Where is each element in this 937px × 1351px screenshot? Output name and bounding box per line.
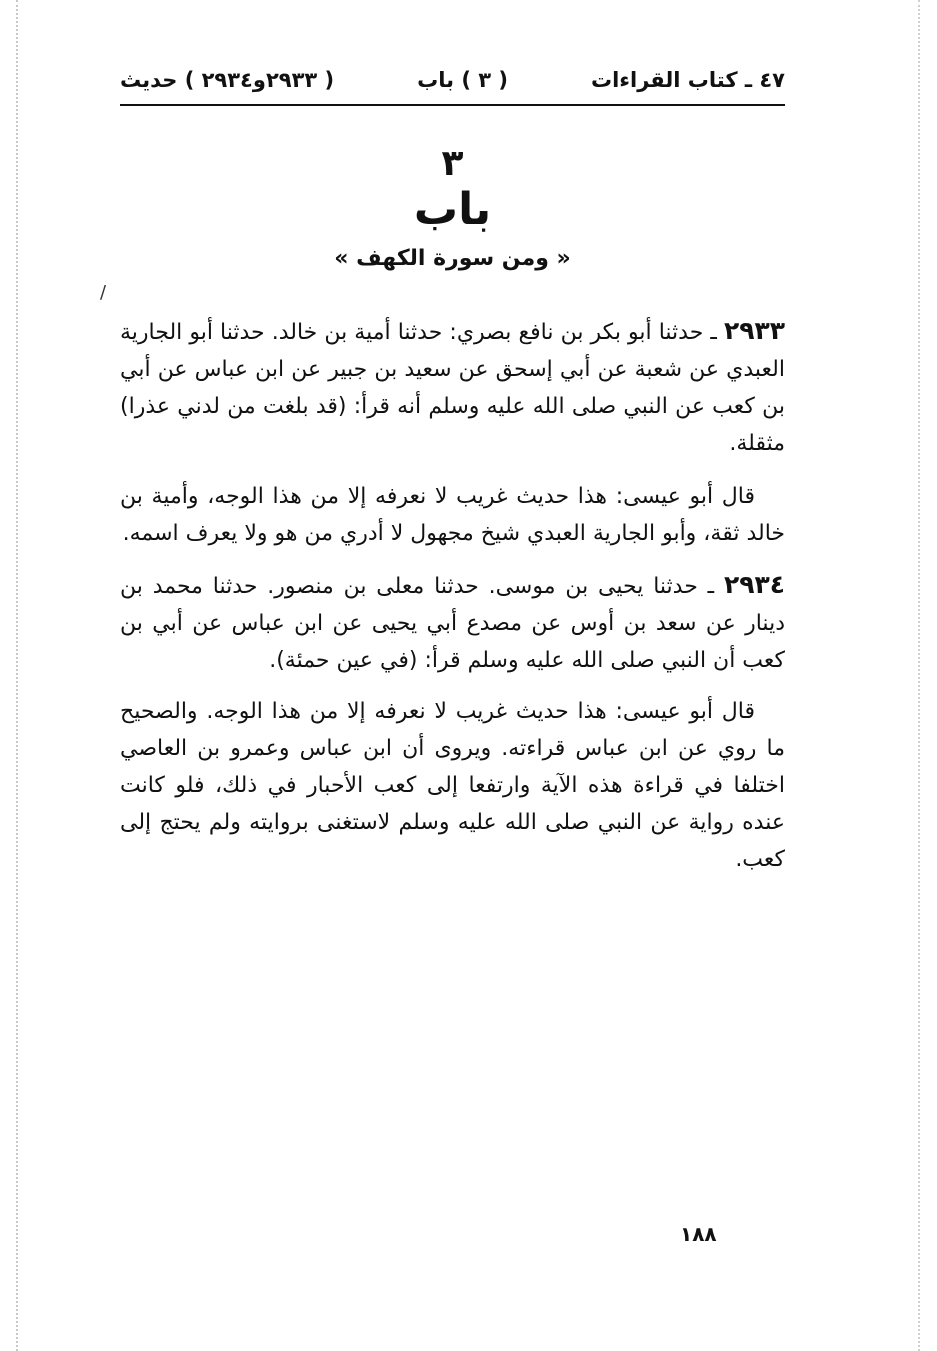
commentary-2933: قال أبو عيسى: هذا حديث غريب لا نعرفه إلا من هذا الوجه، وأمية بن خالد ثقة، وأبو الجارية العبدي شيخ مجهول لا أدري من هو ولا يعرف اسمه. xyxy=(120,484,785,546)
hadith-text: ـ حدثنا يحيى بن موسى. حدثنا معلى بن منصور. حدثنا محمد بن دينار عن سعد بن أوس عن مصدع أبي يحيى عن ابن عباس عن أبي بن كعب أن النبي صلى الله عليه وسلم قرأ: (في عين حمئة). xyxy=(120,574,785,673)
hadith-text: ـ حدثنا أبو بكر بن نافع بصري: حدثنا أمية بن خالد. حدثنا أبو الجارية العبدي عن شعبة عن أبي إسحق عن سعيد بن جبير عن ابن عباس عن أبي بن كعب عن النبي صلى الله عليه وسلم أنه قرأ: (قد بلغت من لدني عذرا) مثقلة. xyxy=(120,320,785,456)
header-rule xyxy=(120,104,785,106)
margin-mark: / xyxy=(100,282,107,303)
page-number: ١٨٨ xyxy=(680,1222,717,1246)
left-margin-dots xyxy=(16,0,18,1351)
hadith-2933 xyxy=(120,312,785,462)
chapter-subtitle: « ومن سورة الكهف » xyxy=(334,246,571,271)
commentary-2934: قال أبو عيسى: هذا حديث غريب لا نعرفه إلا من هذا الوجه. والصحيح ما روي عن ابن عباس قراءته. ويروى أن ابن عباس وعمرو بن العاصي اختلفا في قراءة هذه الآية وارتفعا إلى كعب الأحبار في ذلك، فلو كانت عنده رواية عن النبي صلى الله عليه وسلم لاستغنى بروايته ولم يحتج إلى كعب. xyxy=(120,699,785,872)
hadith-2934 xyxy=(120,566,785,679)
hadith-number: ٢٩٣٤ xyxy=(723,570,785,599)
chapter-title: باب xyxy=(413,184,492,235)
header-hadith-range: ( ٢٩٣٣و٢٩٣٤ ) حديث xyxy=(120,68,335,92)
hadith-number: ٢٩٣٣ xyxy=(723,316,785,345)
right-margin-dots xyxy=(918,0,920,1351)
header-chapter: ( ٣ ) باب xyxy=(417,68,508,92)
header-book-title: ٤٧ ـ كتاب القراءات xyxy=(590,68,785,92)
book-page xyxy=(120,60,785,878)
running-header xyxy=(120,60,785,100)
chapter-number: ٣ xyxy=(441,143,464,184)
